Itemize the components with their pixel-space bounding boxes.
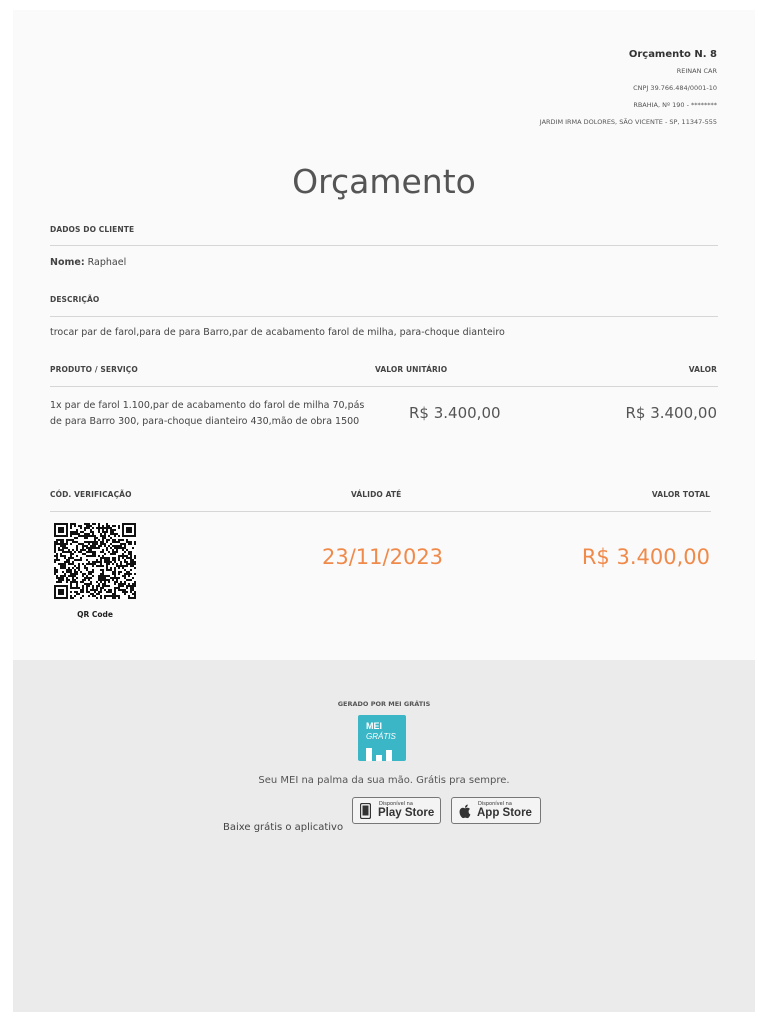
- item-unit-value: R$ 3.400,00: [409, 404, 501, 422]
- item-description-line2: de para Barro 300, para-choque dianteiro 430,mão de obra 1500: [50, 416, 360, 427]
- divider: [50, 386, 718, 387]
- company-address-line1: RBAHIA, Nº 190 - ********: [633, 101, 717, 109]
- divider: [50, 316, 718, 317]
- summary-col-verification: CÓD. VERIFICAÇÃO: [50, 490, 132, 499]
- play-store-label: Play Store: [378, 807, 435, 819]
- client-name-value: Raphael: [87, 257, 127, 268]
- items-col-unit-value: VALOR UNITÁRIO: [375, 365, 448, 374]
- page-title: Orçamento: [292, 162, 476, 201]
- app-store-button[interactable]: [451, 797, 541, 824]
- qr-code: [54, 523, 136, 599]
- logo-bar: [376, 755, 382, 761]
- quote-number: Orçamento N. 8: [628, 49, 717, 60]
- logo-bar: [366, 748, 372, 761]
- phone-icon: [360, 803, 371, 819]
- download-app-text: Baixe grátis o aplicativo: [223, 822, 344, 833]
- items-col-value: VALOR: [688, 365, 717, 374]
- company-name: REINAN CAR: [676, 67, 717, 75]
- client-name: [50, 257, 126, 268]
- summary-col-valid-until: VÁLIDO ATÉ: [351, 490, 402, 499]
- generated-by-label: GERADO POR MEI GRÁTIS: [337, 700, 431, 708]
- summary-col-total: VALOR TOTAL: [651, 490, 710, 499]
- app-store-small-text: Disponível na: [478, 801, 512, 807]
- description-section-label: DESCRIÇÃO: [50, 295, 100, 304]
- apple-icon: [459, 803, 472, 819]
- total-value: R$ 3.400,00: [581, 545, 710, 569]
- description-text: trocar par de farol,para de para Barro,par de acabamento farol de milha, para-choque dianteiro: [50, 327, 505, 338]
- logo-text-mei: MEI: [366, 721, 383, 731]
- item-description-line1: 1x par de farol 1.100,par de acabamento do farol de milha 70,pás: [50, 400, 365, 411]
- company-cnpj: CNPJ 39.766.484/0001-10: [633, 84, 717, 92]
- logo-text-gratis: GRÁTIS: [366, 732, 396, 741]
- valid-until-date: 23/11/2023: [322, 545, 444, 569]
- logo-bar: [386, 750, 392, 761]
- divider: [50, 511, 711, 512]
- client-name-label: Nome:: [50, 257, 85, 268]
- qr-code-label: QR Code: [77, 610, 113, 619]
- company-address-line2: JARDIM IRMA DOLORES, SÃO VICENTE - SP, 11347-555: [539, 118, 717, 126]
- items-col-product: PRODUTO / SERVIÇO: [50, 365, 138, 374]
- footer-area: [13, 660, 755, 1012]
- tagline: Seu MEI na palma da sua mão. Grátis pra sempre.: [258, 775, 510, 786]
- client-section-label: DADOS DO CLIENTE: [50, 225, 135, 234]
- app-store-label: App Store: [477, 807, 532, 819]
- item-value: R$ 3.400,00: [625, 404, 717, 422]
- mei-gratis-logo: [358, 715, 406, 761]
- play-store-small-text: Disponível na: [379, 801, 413, 807]
- divider: [50, 245, 718, 246]
- play-store-button[interactable]: [352, 797, 441, 824]
